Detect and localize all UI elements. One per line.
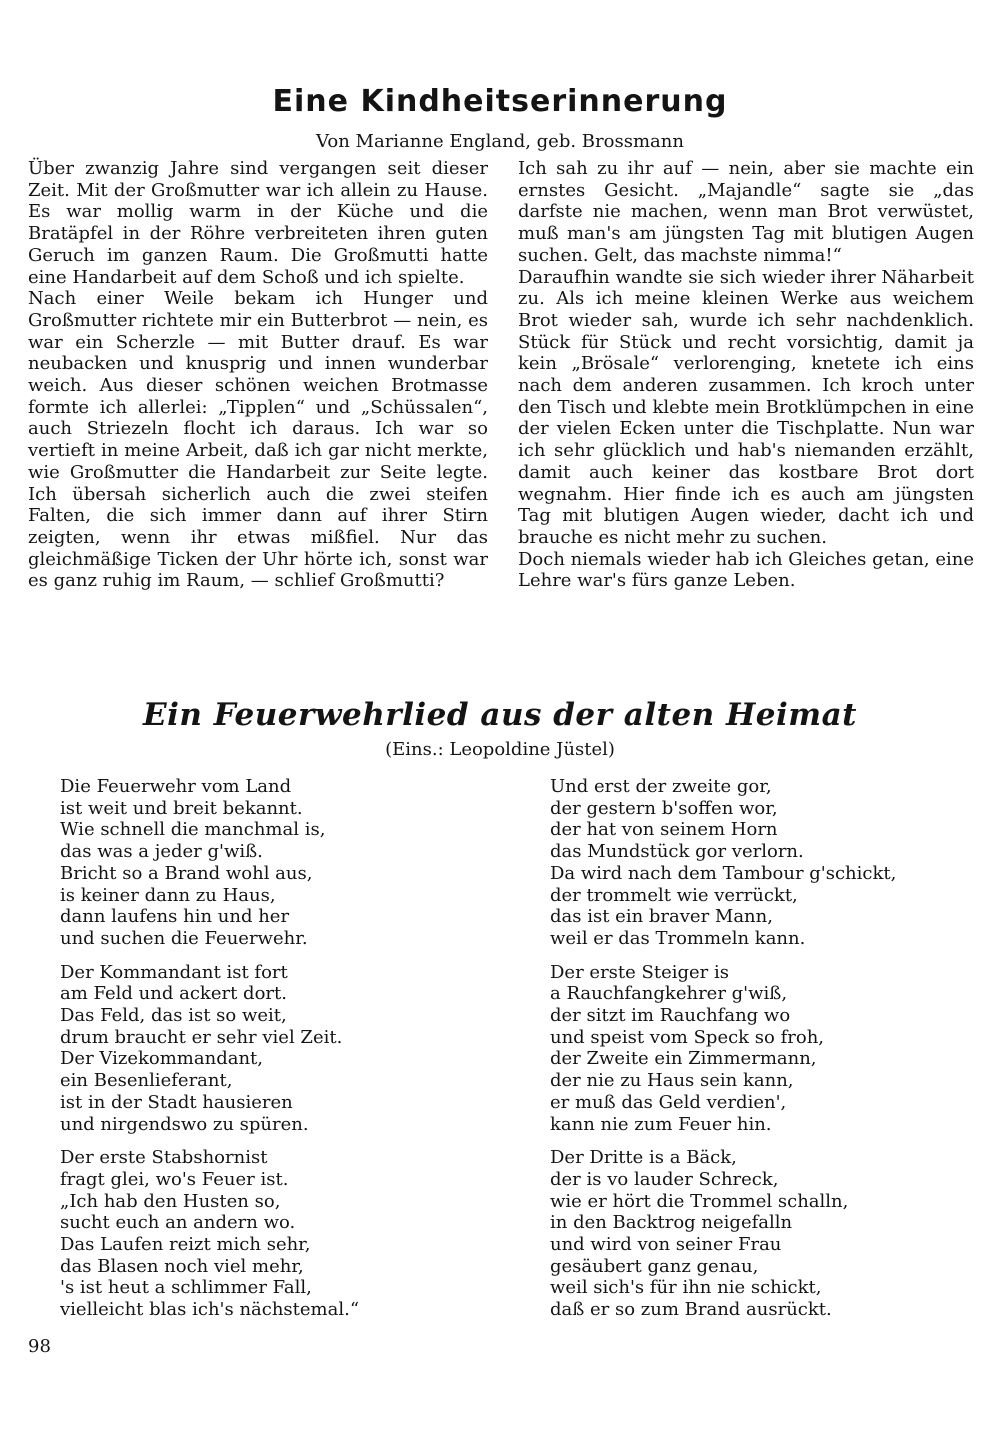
article-paragraph: Ich sah zu ihr auf — nein, aber sie machte ein ernstes Gesicht. „Majandle“ sagte sie „das darfste nie machen, wenn man Brot verwüstet, muß man's am jüngsten Tag mit blutigen Augen suchen. Gelt, das machste nimma!“ xyxy=(518,158,974,266)
poem-line: Das Feld, das ist so weit, xyxy=(60,1005,287,1027)
page-number: 98 xyxy=(28,1336,51,1357)
article-byline xyxy=(0,130,1000,154)
poem-line: der hat von seinem Horn xyxy=(550,819,778,841)
poem-line: dann laufens hin und her xyxy=(60,906,290,928)
poem-line: Der Dritte is a Bäck, xyxy=(550,1147,737,1169)
article-column-left xyxy=(28,158,488,592)
article-title: Eine Kindheitserinnerung xyxy=(272,84,728,119)
stanza xyxy=(550,962,990,1136)
article-paragraph: Doch niemals wieder hab ich Gleiches getan, eine Lehre war's fürs ganze Leben. xyxy=(518,548,974,592)
poem-line: is keiner dann zu Haus, xyxy=(60,884,276,906)
poem-line: er muß das Geld verdien', xyxy=(550,1091,787,1113)
poem-line: ist weit und breit bekannt. xyxy=(60,797,303,819)
poem-column-right xyxy=(550,776,990,1333)
poem-line: in den Backtrog neigefalln xyxy=(550,1212,793,1234)
poem-line: Das Laufen reizt mich sehr, xyxy=(60,1234,311,1256)
poem-line: kann nie zum Feuer hin. xyxy=(550,1113,772,1135)
poem-line: vielleicht blas ich's nächstemal.“ xyxy=(60,1299,360,1321)
song-credit: (Eins.: Leopoldine Jüstel) xyxy=(385,739,615,760)
poem-line: der trommelt wie verrückt, xyxy=(550,884,798,906)
stanza xyxy=(550,1147,990,1321)
poem-line: a Rauchfangkehrer g'wiß, xyxy=(550,983,788,1005)
poem-line: das Blasen noch viel mehr, xyxy=(60,1255,304,1277)
stanza xyxy=(60,776,490,950)
poem-line: Die Feuerwehr vom Land xyxy=(60,776,292,797)
poem-line: der sitzt im Rauchfang wo xyxy=(550,1005,791,1027)
article-column-right xyxy=(518,158,974,592)
poem-line: das Mundstück gor verlorn. xyxy=(550,841,804,863)
poem-line: das was a jeder g'wiß. xyxy=(60,841,263,863)
poem-line: und nirgendswo zu spüren. xyxy=(60,1113,309,1135)
stanza xyxy=(60,1147,490,1321)
poem-line: gesäubert ganz genau, xyxy=(550,1255,759,1277)
poem-line: 's ist heut a schlimmer Fall, xyxy=(60,1277,312,1299)
poem-line: Der erste Stabshornist xyxy=(60,1147,268,1169)
stanza xyxy=(60,962,490,1136)
poem-line: und speist vom Speck so froh, xyxy=(550,1026,825,1048)
song-title: Ein Feuerwehrlied aus der alten Heimat xyxy=(142,697,858,733)
poem-line: und wird von seiner Frau xyxy=(550,1234,782,1256)
poem-line: weil er das Trommeln kann. xyxy=(550,927,806,949)
poem-line: ist in der Stadt hausieren xyxy=(60,1091,293,1113)
poem-line: der nie zu Haus sein kann, xyxy=(550,1070,794,1092)
poem-column-left xyxy=(60,776,490,1333)
poem-line: Da wird nach dem Tambour g'schickt, xyxy=(550,862,897,884)
article-paragraph: Daraufhin wandte sie sich wieder ihrer Näharbeit zu. Als ich meine kleinen Werke aus weichem Brot wieder sah, wurde ich sehr nachdenklich. Stück für Stück und recht vorsichtig, damit ja kein „Brösale“ verlorenging, knetete ich eins nach dem anderen zusammen. Ich kroch unter den Tisch und klebte mein Brotklümpchen in eine der vielen Ecken unter die Tischplatte. Nun war ich sehr glücklich und hab's niemanden erzählt, damit auch keiner das kostbare Brot dort wegnahm. Hier finde ich es auch am jüngsten Tag mit blutigen Augen wieder, dacht ich und brauche es nicht mehr zu suchen. xyxy=(518,266,974,548)
poem-line: am Feld und ackert dort. xyxy=(60,983,287,1005)
poem-line: weil sich's für ihn nie schickt, xyxy=(550,1277,822,1299)
poem-line: „Ich hab den Husten so, xyxy=(60,1190,281,1212)
poem-line: drum braucht er sehr viel Zeit. xyxy=(60,1026,343,1048)
poem-line: daß er so zum Brand ausrückt. xyxy=(550,1299,832,1321)
poem-line: fragt glei, wo's Feuer ist. xyxy=(60,1168,289,1190)
poem-line: Bricht so a Brand wohl aus, xyxy=(60,862,313,884)
poem-line: wie er hört die Trommel schalln, xyxy=(550,1190,849,1212)
poem-line: Der Kommandant ist fort xyxy=(60,961,288,983)
poem-line: der is vo lauder Schreck, xyxy=(550,1168,779,1190)
stanza xyxy=(550,776,990,950)
poem-line: sucht euch an andern wo. xyxy=(60,1212,296,1234)
poem-line: und suchen die Feuerwehr. xyxy=(60,927,308,949)
poem-line: Wie schnell die manchmal is, xyxy=(60,819,326,841)
byline-text: Von Marianne England, geb. Brossmann xyxy=(316,131,684,152)
article-paragraph: Über zwanzig Jahre sind vergangen seit dieser Zeit. Mit der Großmutter war ich allein zu Hause. Es war mollig warm in der Küche und die Bratäpfel in der Röhre verbreiteten ihren guten Geruch im ganzen Raum. Die Großmutti hatte eine Handarbeit auf dem Schoß und ich spielte. xyxy=(28,158,488,288)
poem-line: der Zweite ein Zimmermann, xyxy=(550,1048,817,1070)
article-paragraph: Nach einer Weile bekam ich Hunger und Großmutter richtete mir ein Butterbrot — nein, es war ein Scherzle — mit Butter drauf. Es war neubacken und knusprig und innen wunderbar weich. Aus dieser schönen weichen Brotmasse formte ich allerlei: „Tipplen“ und „Schüssalen“, auch Striezeln flocht ich daraus. Ich war so vertieft in meine Arbeit, daß ich gar nicht merkte, wie Großmutter die Handarbeit zur Seite legte. Ich übersah sicherlich auch die zwei steifen Falten, die sich immer dann auf ihrer Stirn zeigten, wenn ihr etwas mißfiel. Nur das gleichmäßige Ticken der Uhr hörte ich, sonst war es ganz ruhig im Raum, — schlief Großmutti? xyxy=(28,288,488,592)
poem-line: der gestern b'soffen wor, xyxy=(550,797,778,819)
poem-line: Der erste Steiger is xyxy=(550,961,729,983)
poem-line: ein Besenlieferant, xyxy=(60,1070,233,1092)
poem-line: das ist ein braver Mann, xyxy=(550,906,773,928)
poem-line: Der Vizekommandant, xyxy=(60,1048,263,1070)
poem-line: Und erst der zweite gor, xyxy=(550,776,772,797)
